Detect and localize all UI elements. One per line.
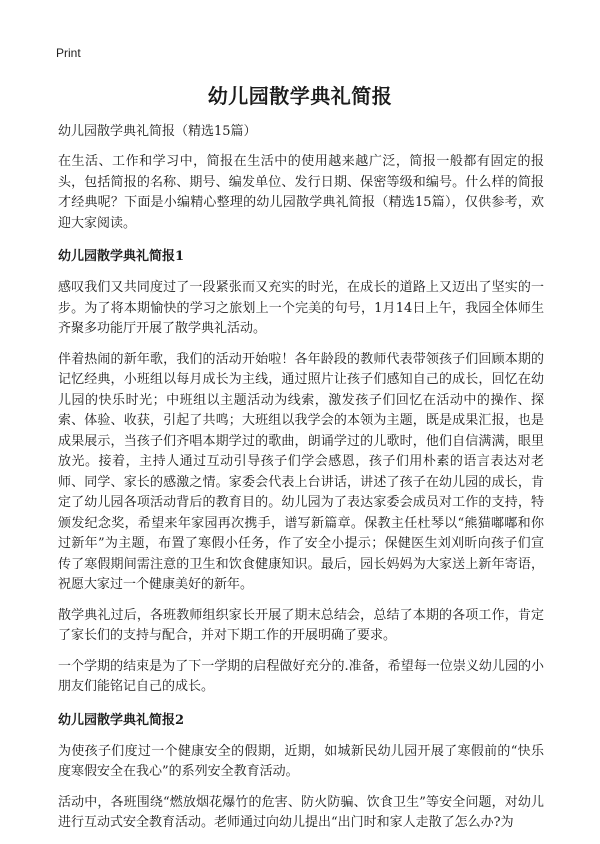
section-paragraph: 活动中，各班围绕“燃放烟花爆竹的危害、防火防骗、饮食卫生”等安全问题，对幼儿进行互动式安全教育活动。老师通过向幼儿提出“出门时和家人走散了怎么办?为 — [58, 794, 544, 830]
intro-paragraph: 在生活、工作和学习中，简报在生活中的使用越来越广泛，简报一般都有固定的报头，包括简报的名称、期号、编发单位、发行日期、保密等级和编号。什么样的简报才经典呢？下面是小编精心整理的幼儿园散学典礼简报（精选15篇），仅供参考，欢迎大家阅读。 — [58, 154, 544, 231]
section-paragraph: 散学典礼过后，各班教师组织家长开展了期末总结会，总结了本期的各项工作，肯定了家长们的支持与配合，并对下期工作的开展明确了要求。 — [58, 607, 544, 643]
article-body — [58, 122, 544, 844]
section-heading: 幼儿园散学典礼简报2 — [58, 712, 185, 728]
page-title: 幼儿园散学典礼简报 — [207, 84, 393, 108]
section-paragraph: 伴着热闹的新年歌，我们的活动开始啦！各年龄段的教师代表带领孩子们回顾本期的记忆经典，小班组以每月成长为主线，通过照片让孩子们感知自己的成长，回忆在幼儿园的快乐时光；中班组以主题活动为线索，激发孩子们回忆在活动中的操作、探索、体验、收获，引起了共鸣；大班组以我学会的本领为主题，既是成果汇报，也是成果展示，当孩子们齐唱本期学过的歌曲，朗诵学过的儿歌时，他们自信满满，眼里放光。接着，主持人通过互动引导孩子们学会感恩，孩子们用朴素的语言表达对老师、同学、家长的感激之情。家委会代表上台讲话，讲述了孩子在幼儿园的成长，肯定了幼儿园各项活动背后的教育目的。幼儿园为了表达家委会成员对工作的支持，特颁发纪念奖，希望来年家园再次携手，谱写新篇章。保教主任杜琴以“熊猫嘟嘟和你过新年”为主题，布置了寒假小任务，作了安全小提示；保健医生刘刈昕向孩子们宣传了寒假期间需注意的卫生和饮食健康知识。最后，园长妈妈为大家送上新年寄语，祝愿大家过一个健康美好的新年。 — [58, 351, 544, 592]
print-link[interactable]: Print — [56, 46, 81, 60]
section-paragraph: 为使孩子们度过一个健康安全的假期，近期，如城新民幼儿园开展了寒假前的“快乐度寒假安全在我心”的系列安全教育活动。 — [58, 743, 544, 779]
section-heading: 幼儿园散学典礼简报1 — [58, 249, 185, 264]
section-paragraph: 一个学期的结束是为了下一学期的启程做好充分的.准备，希望每一位崇义幼儿园的小朋友们能铭记自己的成长。 — [58, 658, 544, 694]
section-paragraph: 感叹我们又共同度过了一段紧张而又充实的时光，在成长的道路上又迈出了坚实的一步。为了将本期愉快的学习之旅划上一个完美的句号，1月14日上午，我园全体师生齐聚多功能厅开展了散学典礼活动。 — [58, 280, 544, 336]
article-subtitle: 幼儿园散学典礼简报（精选15篇） — [58, 124, 257, 139]
